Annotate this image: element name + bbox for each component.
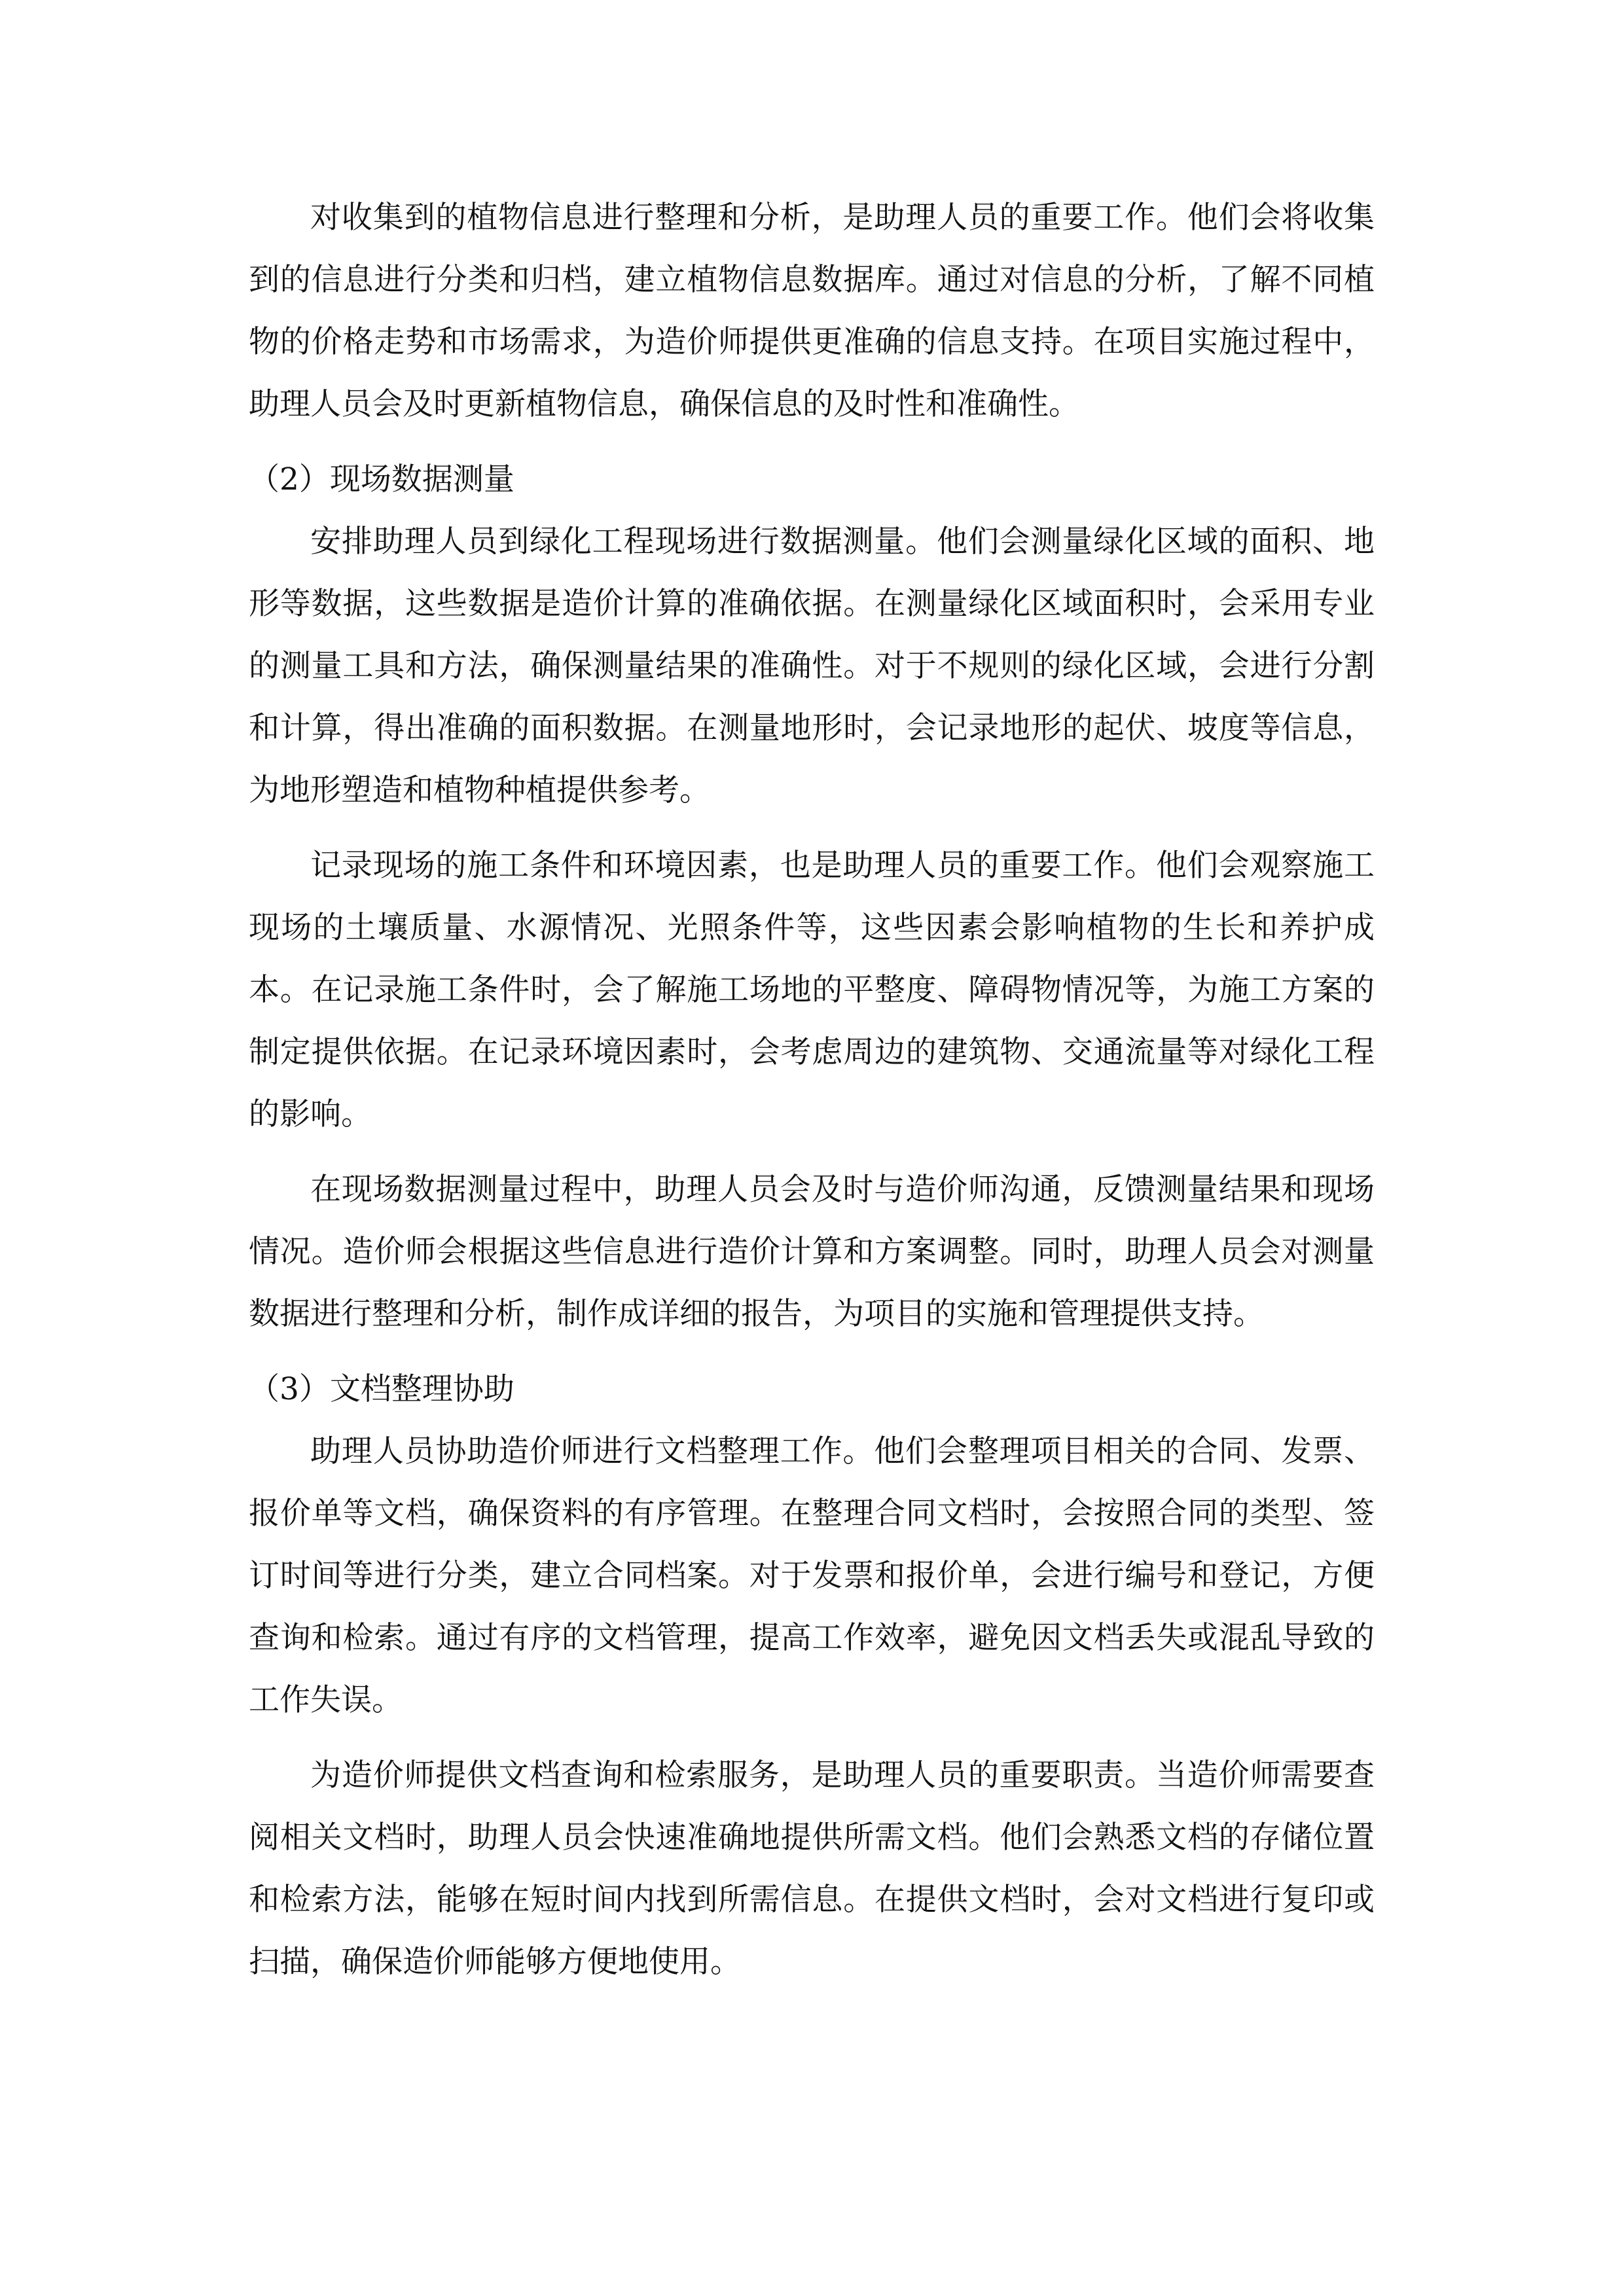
paragraph-site-conditions: 记录现场的施工条件和环境因素，也是助理人员的重要工作。他们会观察施工现场的土壤质量、水源情况、光照条件等，这些因素会影响植物的生长和养护成本。在记录施工条件时，会了解施工场地的平整度、障碍物情况等，为施工方案的制定提供依据。在记录环境因素时，会考虑周边的建筑物、交通流量等对绿化工程的影响。 xyxy=(249,848,1375,1132)
paragraph-site-measurement: 安排助理人员到绿化工程现场进行数据测量。他们会测量绿化区域的面积、地形等数据，这些数据是造价计算的准确依据。在测量绿化区域面积时，会采用专业的测量工具和方法，确保测量结果的准确性。对于不规则的绿化区域，会进行分割和计算，得出准确的面积数据。在测量地形时，会记录地形的起伏、坡度等信息，为地形塑造和植物种植提供参考。 xyxy=(249,524,1375,808)
paragraph-communication: 在现场数据测量过程中，助理人员会及时与造价师沟通，反馈测量结果和现场情况。造价师会根据这些信息进行造价计算和方案调整。同时，助理人员会对测量数据进行整理和分析，制作成详细的报告，为项目的实施和管理提供支持。 xyxy=(249,1172,1375,1332)
document-body xyxy=(249,187,1375,2006)
paragraph-document-retrieval: 为造价师提供文档查询和检索服务，是助理人员的重要职责。当造价师需要查阅相关文档时，助理人员会快速准确地提供所需文档。他们会熟悉文档的存储位置和检索方法，能够在短时间内找到所需信息。在提供文档时，会对文档进行复印或扫描，确保造价师能够方便地使用。 xyxy=(249,1757,1375,1980)
section-heading-site-measurement: （2）现场数据测量 xyxy=(249,461,514,497)
section-heading-document-assist: （3）文档整理协助 xyxy=(249,1371,514,1407)
paragraph-plant-info-analysis: 对收集到的植物信息进行整理和分析，是助理人员的重要工作。他们会将收集到的信息进行分类和归档，建立植物信息数据库。通过对信息的分析，了解不同植物的价格走势和市场需求，为造价师提供更准确的信息支持。在项目实施过程中，助理人员会及时更新植物信息，确保信息的及时性和准确性。 xyxy=(249,200,1375,422)
paragraph-document-organizing: 助理人员协助造价师进行文档整理工作。他们会整理项目相关的合同、发票、报价单等文档，确保资料的有序管理。在整理合同文档时，会按照合同的类型、签订时间等进行分类，建立合同档案。对于发票和报价单，会进行编号和登记，方便查询和检索。通过有序的文档管理，提高工作效率，避免因文档丢失或混乱导致的工作失误。 xyxy=(249,1433,1375,1718)
